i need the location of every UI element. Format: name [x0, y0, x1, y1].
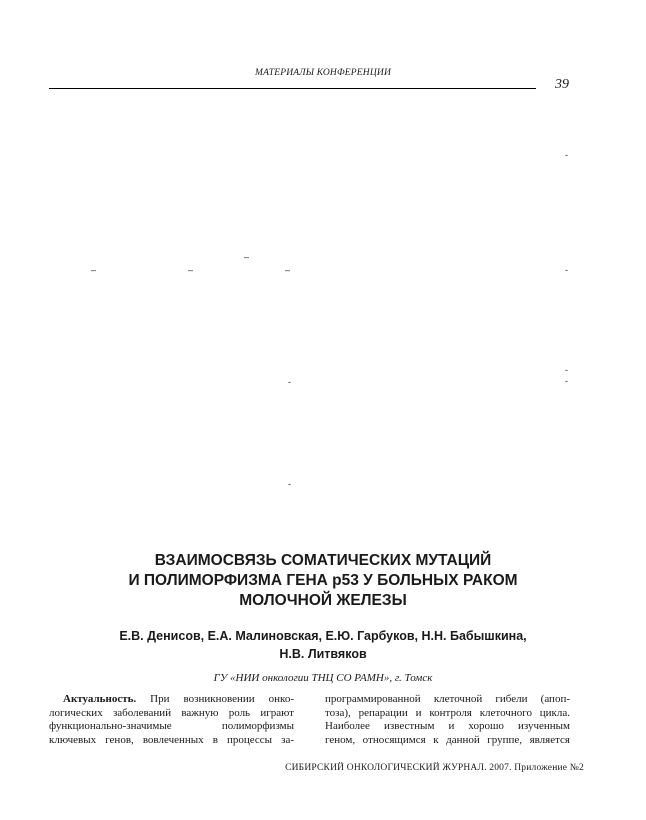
body-line — [49, 693, 294, 707]
author-line: Н.В. Литвяков — [279, 647, 367, 661]
stray-mark: - — [565, 376, 568, 386]
article-title — [0, 551, 646, 611]
body-line: ключевых генов, вовлеченных в процессы за- — [49, 733, 294, 746]
stray-mark: – — [188, 265, 194, 275]
stray-mark: – — [91, 265, 97, 275]
title-line: И ПОЛИМОРФИЗМА ГЕНА p53 У БОЛЬНЫХ РАКОМ — [128, 572, 518, 589]
title-line: ВЗАИМОСВЯЗЬ СОМАТИЧЕСКИХ МУТАЦИЙ — [154, 552, 492, 569]
body-line: геном, относящимся к данной группе, является — [325, 733, 570, 746]
stray-mark: - — [288, 377, 291, 387]
running-head: МАТЕРИАЛЫ КОНФЕРЕНЦИИ — [254, 68, 392, 78]
body-line: программированной клеточной гибели (апоп- — [325, 693, 570, 705]
author-line: Е.В. Денисов, Е.А. Малиновская, Е.Ю. Гарбуков, Н.Н. Бабышкина, — [119, 629, 527, 643]
stray-mark: - — [565, 150, 568, 160]
section-lead-in: Актуальность. — [63, 693, 137, 705]
body-column-left — [49, 693, 294, 747]
body-line: функционально-значимые полиморфизмы — [49, 720, 294, 732]
stray-mark: – — [285, 265, 291, 275]
body-line: Наиболее известным и хорошо изученным — [325, 720, 570, 732]
body-column-right — [325, 693, 570, 747]
author-list — [0, 627, 646, 663]
journal-footer: СИБИРСКИЙ ОНКОЛОГИЧЕСКИЙ ЖУРНАЛ. 2007. Приложение №2 — [285, 763, 584, 773]
body-line: логических заболеваний важную роль играют — [49, 706, 294, 719]
affiliation: ГУ «НИИ онкологии ТНЦ СО РАМН», г. Томск — [213, 672, 433, 684]
stray-mark: - — [565, 265, 568, 275]
stray-mark: - — [288, 479, 291, 489]
stray-mark: - — [565, 365, 568, 375]
body-line: тоза), репарации и контроля клеточного цикла. — [325, 706, 570, 719]
header-rule — [49, 88, 536, 89]
body-text: При возникновении онко- — [136, 693, 294, 705]
page-number: 39 — [555, 77, 569, 92]
title-line: МОЛОЧНОЙ ЖЕЛЕЗЫ — [239, 592, 407, 609]
stray-mark: – — [244, 252, 250, 262]
